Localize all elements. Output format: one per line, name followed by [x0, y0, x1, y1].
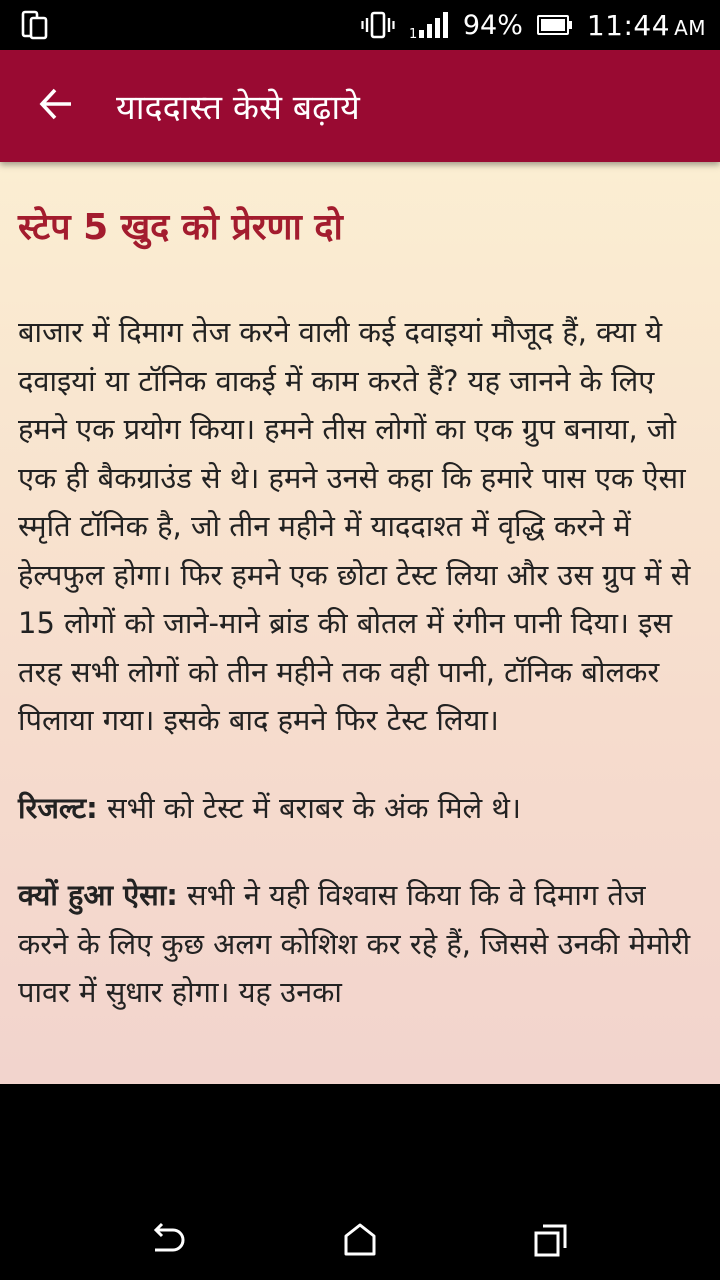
why-label: क्यों हुआ ऐसा:: [18, 878, 178, 912]
svg-text:1: 1: [408, 27, 418, 40]
clock-time: 11:44: [586, 8, 671, 42]
result-label: रिजल्ट:: [18, 790, 98, 825]
page-title: याददास्त केसे बढ़ाये: [116, 88, 360, 128]
back-button[interactable]: [14, 50, 98, 162]
article-heading: स्टेप 5 खुद को प्रेरणा दो: [18, 207, 343, 248]
nav-home-button[interactable]: [325, 1212, 395, 1272]
nav-recents-button[interactable]: [516, 1212, 586, 1272]
result-text: सभी को टेस्ट में बराबर के अंक मिले थे।: [97, 790, 521, 825]
why-text: सभी ने यही विश्वास किया कि वे दिमाग तेज करने के लिए कुछ अलग कोशिश कर रहे हैं, जिससे उनकी मेमोरी पावर में सुधार होगा। यह उनका: [18, 878, 691, 1009]
result-paragraph: [18, 784, 700, 833]
app-bar: [0, 50, 720, 162]
vibrate-icon: [361, 10, 395, 40]
nav-back-icon: [147, 1222, 187, 1262]
why-paragraph: [18, 871, 700, 1017]
arrow-back-icon: [38, 86, 74, 126]
article-content[interactable]: [0, 162, 720, 1084]
nav-home-icon: [342, 1222, 378, 1262]
navigation-bar: [0, 1084, 720, 1280]
signal-icon: [409, 10, 449, 40]
clock: [587, 9, 706, 42]
article-paragraph: बाजार में दिमाग तेज करने वाली कई दवाइयां मौजूद हैं, क्या ये दवाइयां या टॉनिक वाकई में काम करते हैं? यह जानने के लिए हमने एक प्रयोग किया। हमने तीस लोगों का एक ग्रुप बनाया, जो एक ही बैकग्राउंड से थे। हमने उनसे कहा कि हमारे पास एक ऐसा स्मृति टॉनिक है, जो तीन महीने में याददाश्त में वृद्धि करने में हेल्पफुल होगा। फिर हमने एक छोटा टेस्ट लिया और उस ग्रुप में से 15 लोगों को जाने-माने ब्रांड की बोतल में रंगीन पानी दिया। इस तरह सभी लोगों को तीन महीने तक वही पानी, टॉनिक बोलकर पिलाया गया। इसके बाद हमने फिर टेस्ट लिया।: [18, 315, 691, 737]
battery-percent: 94%: [462, 9, 523, 41]
clock-ampm: AM: [674, 15, 706, 40]
screen-mirror-icon: [20, 10, 50, 40]
status-bar: [0, 0, 720, 50]
nav-recents-icon: [533, 1222, 569, 1262]
battery-icon: [537, 14, 573, 36]
nav-back-button[interactable]: [132, 1212, 202, 1272]
